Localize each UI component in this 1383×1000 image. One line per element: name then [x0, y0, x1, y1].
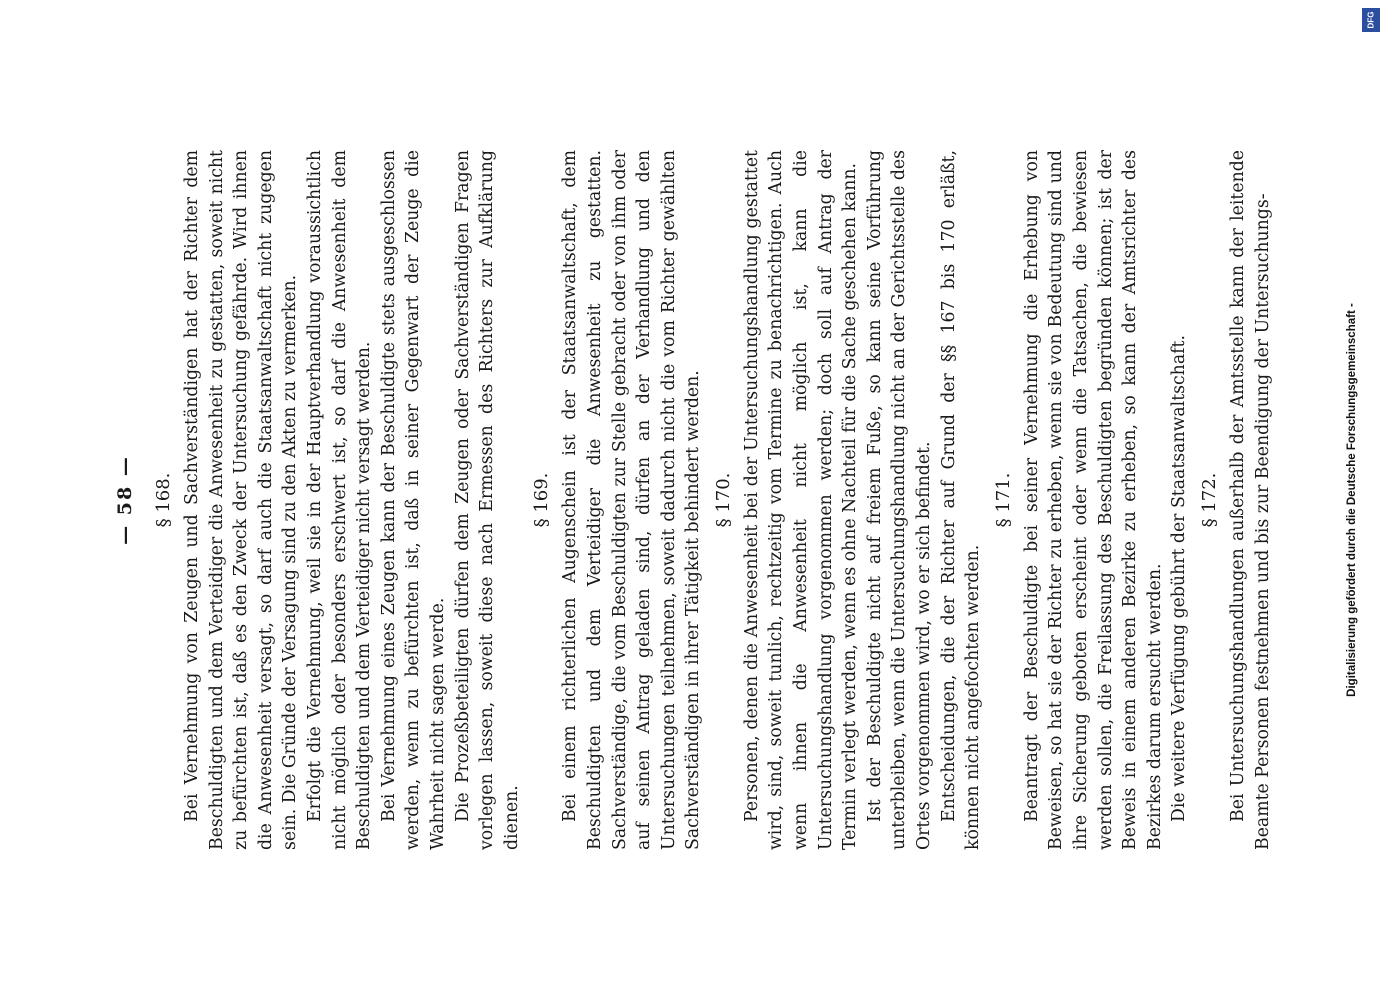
paragraph: Bei einem richterlichen Augenschein ist der Staatsanwaltschaft, dem Beschuldigten und dem Verteidiger die Anwesenheit zu gestatten. Sachverständige, die vom Beschuldigten zur Stelle gebracht oder von ihm oder auf seinen Antrag geladen sind, dürfen an der Verhandlung und den Untersuchungen teilnehmen, soweit dadurch nicht die vom Richter gewählten Sachverständigen in ihrer Tätigkeit behindert werden.: [560, 150, 704, 850]
paragraph: Bei Vernehmung eines Zeugen kann der Beschuldigte stets ausgeschlossen werden, wenn zu befürchten ist, daß in seiner Gegenwart der Zeuge die Wahrheit nicht sagen werde.: [378, 150, 448, 850]
section-heading: § 168.: [153, 472, 174, 528]
dfg-logo: [1362, 8, 1380, 32]
paragraph: Bei Untersuchungshandlungen außerhalb der Amtsstelle kann der leitende Beamte Personen festnehmen und bis zur Beendigung der Untersuchungs-: [1227, 150, 1273, 850]
page-body: [110, 150, 1273, 850]
paragraph: Die Prozeßbeteiligten dürfen dem Zeugen oder Sachverständigen Fragen vorlegen lassen, soweit diese nach Ermessen des Richters zur Aufklärung dienen.: [452, 150, 522, 850]
section-169: [530, 150, 706, 850]
rotated-page: [110, 150, 1273, 850]
paragraph: Erfolgt die Vernehmung, weil sie in der Hauptverhandlung voraussichtlich nicht möglich oder besonders erschwert ist, so darf die Anwesenheit dem Beschuldigten und dem Verteidiger nicht versagt werden.: [304, 150, 375, 850]
section-171: [992, 150, 1192, 850]
section-168: [152, 150, 524, 850]
section-heading: § 170.: [712, 472, 734, 528]
section-172: [1198, 150, 1275, 850]
paragraph: Personen, denen die Anwesenheit bei der Untersuchungshandlung gestattet wird, sind, soweit tunlich, rechtzeitig vom Termine zu benachrichtigen. Auch wenn ihnen die Anwesenheit nicht möglich ist, kann die Untersuchungshandlung vorgenommen werden; doch soll auf Antrag der Termin verlegt werden, wenn es ohne Nachteil für die Sache geschehen kann.: [741, 150, 861, 850]
page-number: — 58 —: [114, 455, 136, 545]
section-170: [712, 150, 986, 850]
section-heading: § 172.: [1198, 472, 1220, 528]
section-heading: § 169.: [531, 472, 553, 528]
paragraph: Beantragt der Beschuldigte bei seiner Vernehmung die Erhebung von Beweisen, so hat sie der Richter zu erheben, wenn sie von Bedeutung sind und ihre Sicherung geboten erscheint oder wenn die Tatsachen, die bewiesen werden sollen, die Freilassung des Beschuldigten begründen können; ist der Beweis in einem anderen Bezirke zu erheben, so kann der Amtsrichter des Bezirkes darum ersucht werden.: [1021, 150, 1165, 850]
dfg-logo-text: DFG: [1366, 11, 1376, 29]
paragraph: Ist der Beschuldigte nicht auf freiem Fuße, so kann seine Vorführung unterbleiben, wenn die Untersuchungshandlung nicht an der Gerichtsstelle des Ortes vorgenommen wird, wo er sich befindet.: [864, 150, 935, 850]
paragraph: Bei Vernehmung von Zeugen und Sachverständigen hat der Richter dem Beschuldigten und dem Verteidiger die Anwesenheit zu gestatten, soweit nicht zu befürchten ist, daß es den Zweck der Untersuchung gefährde. Wird ihnen die Anwesenheit versagt, so darf auch die Staatsanwaltschaft nicht zugegen sein. Die Gründe der Versagung sind zu den Akten zu vermerken.: [182, 150, 301, 850]
paragraph: Entscheidungen, die der Richter auf Grund der §§ 167 bis 170 erläßt, können nicht angefochten werden.: [938, 150, 984, 850]
section-heading: § 171.: [992, 472, 1014, 528]
digitization-credit: Digitalisierung gefördert durch die Deutsche Forschungsgemeinschaft -: [1346, 303, 1358, 697]
paragraph: Die weitere Verfügung gebührt der Staatsanwaltschaft.: [1169, 335, 1190, 822]
